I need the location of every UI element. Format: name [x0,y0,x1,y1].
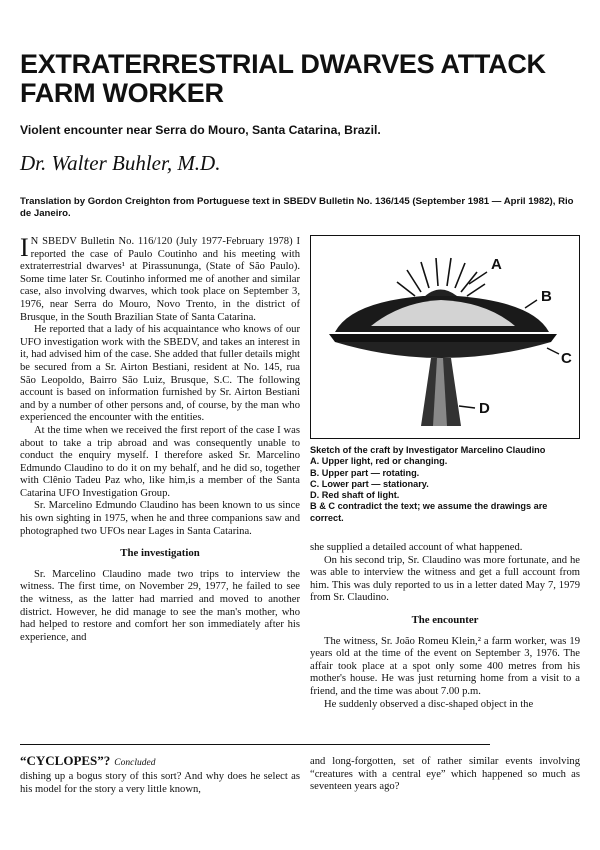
paragraph: On his second trip, Sr. Claudino was more fortunate, and he was able to interview the witness and get a full account from him. This was duly reported to us in a letter dated May 7, 1979 from Sr. Claudino. [310,554,580,604]
caption-line: B & C contradict the text; we assume the drawings are correct. [310,501,548,523]
caption-line: D. Red shaft of light. [310,490,400,501]
section-heading-investigation: The investigation [120,547,200,560]
article-subtitle: Violent encounter near Serra do Mouro, Santa Catarina, Brazil. [20,123,381,137]
article-author: Dr. Walter Buhler, M.D. [20,151,221,175]
continued-text-right: and long-forgotten, set of rather similar events involving “creatures with a central eye” which happened so much as seventeen years ago? [310,756,580,793]
paragraph: Sr. Marcelino Edmundo Claudino has been known to us since his own sighting in 1975, when he and three companions saw and photographed two UFOs near Lages in Santa Catarina. [20,500,300,537]
figure-caption [310,445,580,524]
label-a: A [491,256,502,273]
cyclopes-title: “CYCLOPES”? [20,753,111,768]
continued-text-left: dishing up a bogus story of this sort? And why does he select as his model for the story a very little known, [20,771,300,795]
caption-line: A. Upper light, red or changing. [310,456,448,467]
paragraph: He suddenly observed a disc-shaped object in the [324,698,534,710]
paragraph: At the time when we received the first report of the case I was about to take a trip abroad and was consequently unable to conduct the enquiry myself. I therefore asked Sr. Marcelino Edmundo Claudino to do it on my behalf, and he did so, together with Clênio Tadeu Paz who, like him,is a member of the Santa Catarina UFO Investigation Group. [20,424,300,499]
caption-line: B. Upper part — rotating. [310,467,420,478]
right-column [310,542,580,711]
craft-sketch-figure [310,235,580,439]
section-divider [20,744,490,745]
continued-article-heading [20,752,155,770]
rim [329,334,557,342]
concluded-label: Concluded [114,758,156,768]
article-title: EXTRATERRESTRIAL DWARVES ATTACK FARM WORKER [20,49,546,108]
label-b: B [541,288,552,305]
translation-note: Translation by Gordon Creighton from Portuguese text in SBEDV Bulletin No. 136/145 (September 1981 — April 1982), Rio de Janeiro. [20,196,574,219]
paragraph: The witness, Sr. João Romeu Klein,² a farm worker, was 19 years old at the time of the event on September 3, 1976. The affair took place at a spot only some 400 metres from his mother's house. He was just returning home from a visit to a friend, and the time was about 7.00 p.m. [310,635,580,697]
drop-cap: I [20,233,29,262]
paragraph: I N SBEDV Bulletin No. 116/120 (July 1977-February 1978) I reported the case of Paulo Coutinho and his meeting with extraterrestrial dwarves¹ at Pirassununga, (State of São Paulo). Some time later Sr. Coutinho informed me of another and similar case, also involving dwarves, which took place on September 3, 1976, near Serra do Mouro, Novo Trento, in the district of Brusque, in the South Brazilian State of Santa Catarina. [20,233,300,323]
lower-stationary-part [335,342,551,358]
paragraph: Sr. Marcelino Claudino made two trips to interview the witness. The first time, on November 29, 1977, he failed to see the witness, as the latter had married and moved to another district. However, he did manage to see the man's mother, who had helped to restore and comfort her son immediately after his experience, and [20,568,300,643]
left-column [20,233,300,644]
paragraph: she supplied a detailed account of what happened. [310,542,523,553]
label-d: D [479,400,490,417]
label-c: C [561,350,572,367]
section-heading-encounter: The encounter [411,613,479,626]
caption-line: C. Lower part — stationary. [310,478,429,489]
caption-title: Sketch of the craft by Investigator Marcelino Claudino [310,445,546,455]
paragraph: He reported that a lady of his acquaintance who knows of our UFO investigation work with the SBEDV, and takes an interest in it, had advised him of the case. She added that fuller details might be secured from a Sr. Airton Bestiani, resident at No. 145, rua São Leopoldo, Bairro São Luiz, Brusque, S.C. The following account is based on information furnished by Sr. Airton Bestiani and by a number of other persons and, of course, by the man who experienced the encounter with the entities. [20,324,300,424]
ufo-sketch-illustration [311,236,578,437]
